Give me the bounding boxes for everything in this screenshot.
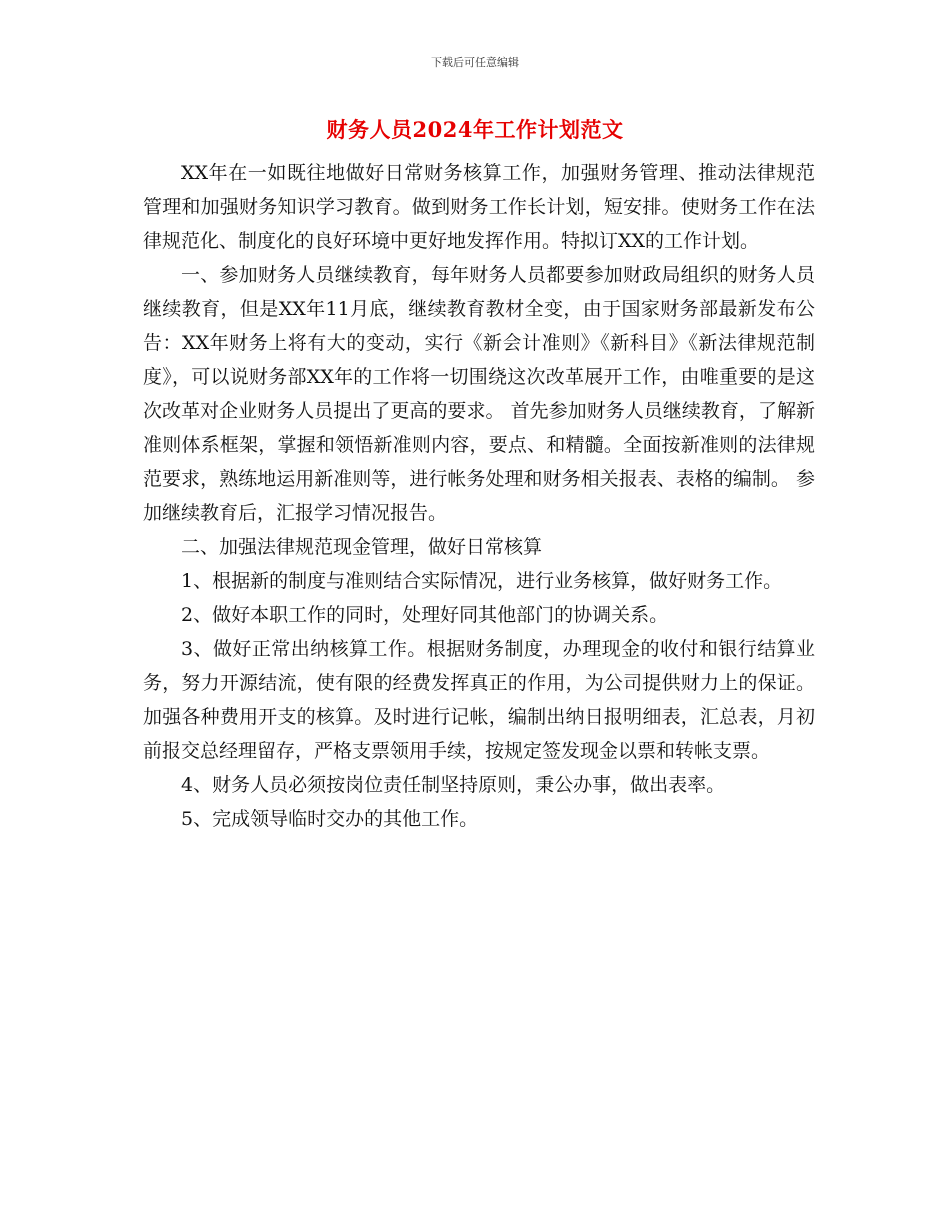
paragraph-item-4: 4、财务人员必须按岗位责任制坚持原则，秉公办事，做出表率。 — [181, 774, 726, 796]
page-header: 下载后可任意编辑 — [431, 56, 519, 69]
paragraph-item-2: 2、做好本职工作的同时，处理好同其他部门的协调关系。 — [181, 604, 669, 626]
paragraph-item-3: 3、做好正常出纳核算工作。根据财务制度，办理现金的收付和银行结算业务，努力开源结流，使有限的经费发挥真正的作用，为公司提供财力上的保证。加强各种费用开支的核算。及时进行记帐，编制出纳日报明细表，汇总表，月初前报交总经理留存，严格支票领用手续，按规定签发现金以票和转帐支票。 — [143, 638, 815, 762]
document-body — [143, 156, 815, 836]
paragraph-section-2-heading: 二、加强法律规范现金管理，做好日常核算 — [181, 536, 543, 558]
paragraph-item-1: 1、根据新的制度与准则结合实际情况，进行业务核算，做好财务工作。 — [181, 570, 783, 592]
paragraph-section-1: 一、参加财务人员继续教育，每年财务人员都要参加财政局组织的财务人员继续教育，但是XX年11月底，继续教育教材全变，由于国家财务部最新发布公告：XX年财务上将有大的变动，实行《新会计准则》《新科目》《新法律规范制度》，可以说财务部XX年的工作将一切围绕这次改革展开工作，由唯重要的是这次改革对企业财务人员提出了更高的要求。 首先参加财务人员继续教育，了解新准则体系框架，掌握和领悟新准则内容，要点、和精髓。全面按新准则的法律规范要求，熟练地运用新准则等，进行帐务处理和财务相关报表、表格的编制。 参加继续教育后，汇报学习情况报告。 — [143, 264, 815, 524]
document-title: 财务人员2024年工作计划范文 — [326, 117, 624, 142]
paragraph-intro: XX年在一如既往地做好日常财务核算工作，加强财务管理、推动法律规范管理和加强财务知识学习教育。做到财务工作长计划，短安排。使财务工作在法律规范化、制度化的良好环境中更好地发挥作用。特拟订XX的工作计划。 — [143, 162, 815, 252]
paragraph-item-5: 5、完成领导临时交办的其他工作。 — [181, 808, 479, 830]
